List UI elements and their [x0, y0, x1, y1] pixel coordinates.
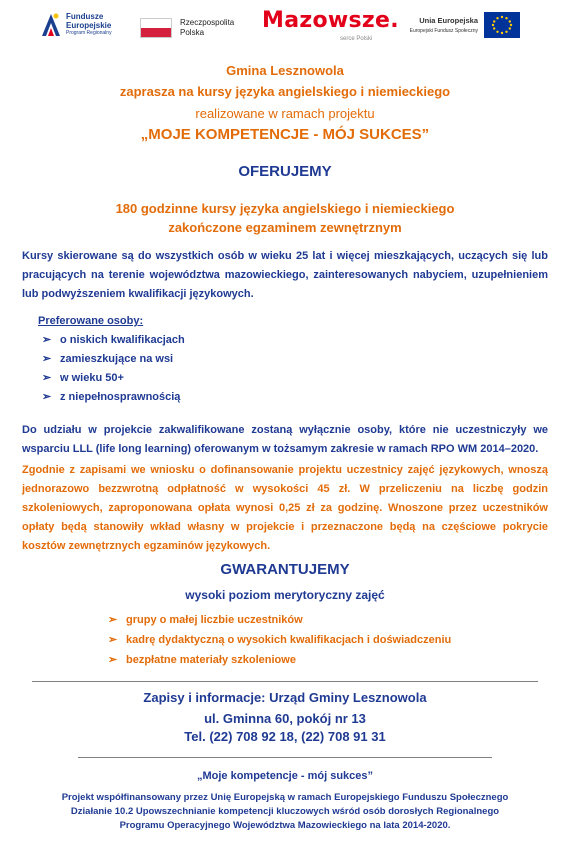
ue-line2: Europejski Fundusz Społeczny	[409, 28, 478, 34]
guarantee-heading: GWARANTUJEMY	[220, 561, 350, 578]
eligibility-paragraph: Kursy skierowane są do wszystkich osób w wieku 25 lat i więcej mieszkających, uczących się lub pracujących na terenie województwa mazowieckiego, zainteresowanych nabyciem, uzupełnieniem lub podwyższeniem kwalifikacji językowych.	[22, 250, 548, 300]
list-item: ➢ bezpłatne materiały szkoleniowe	[108, 650, 451, 670]
footer-line2: Działanie 10.2 Upowszechnianie kompetencji kluczowych wśród osób dorosłych Regionalnego	[70, 806, 500, 817]
list-item: ➢ grupy o małej liczbie uczestników	[108, 610, 451, 630]
offer-line1: 180 godzinne kursy języka angielskiego i niemieckiego	[115, 201, 455, 216]
fe-line3: Program Regionalny	[66, 30, 112, 36]
footer-title: „Moje kompetencje - mój sukces”	[196, 770, 374, 782]
fe-line1: Fundusze	[66, 12, 104, 21]
fee-paragraph: Zgodnie z zapisami we wniosku o dofinansowanie projektu uczestnicy zajęć językowych, wnoszą jednorazowo bezzwrotną odpłatność w wysokości 45 zł. W przeliczeniu na liczbę godzin szkoleniowych, zaproponowana opłata wynosi 0,25 zł za godzinę. Wnoszone przez uczestników opłaty będą stanowiły wkład własny w projekcie i przeznaczone będą na częściowe pokrycie kosztów zewnętrznych egzaminów językowych.	[22, 464, 548, 552]
footer-line1: Projekt współfinansowany przez Unię Europejską w ramach Europejskiego Funduszu Społecznego	[61, 792, 509, 803]
mazowsze-sub: serce Polski	[340, 36, 373, 42]
guarantee-sub: wysoki poziom merytoryczny zajęć	[185, 588, 385, 602]
preferred-list	[42, 331, 185, 407]
footer-line3: Programu Operacyjnego Województwa Mazowieckiego na lata 2014-2020.	[119, 820, 451, 831]
lll-paragraph: Do udziału w projekcie zakwalifikowane zostaną wyłącznie osoby, które nie uczestniczyły we wsparciu LLL (life long learning) oferowanym w tożsamym zakresie w ramach RPO WM 2014–2020.	[22, 424, 548, 455]
divider	[32, 681, 538, 682]
guarantee-list	[108, 610, 451, 670]
arrow-bullet-icon: ➢	[42, 372, 52, 384]
preferred-heading: Preferowane osoby:	[38, 315, 144, 327]
rp-line2: Polska	[180, 28, 205, 37]
fundusze-europejskie-logo	[40, 10, 130, 42]
invite-text: zaprasza na kursy języka angielskiego i niemieckiego	[119, 84, 451, 99]
eu-flag-icon	[484, 12, 520, 38]
list-item: ➢ w wieku 50+	[42, 369, 185, 388]
project-name: „MOJE KOMPETENCJE - MÓJ SUKCES”	[140, 126, 430, 143]
list-item: ➢ kadrę dydaktyczną o wysokich kwalifikacjach i doświadczeniu	[108, 630, 451, 650]
mazowsze-name: Mazowsze.	[262, 8, 399, 33]
rp-line1: Rzeczpospolita	[180, 18, 235, 27]
offer-heading: OFERUJEMY	[238, 163, 332, 180]
offer-line2: zakończone egzaminem zewnętrznym	[168, 220, 402, 235]
fe-line2: Europejskie	[66, 21, 112, 30]
arrow-bullet-icon: ➢	[108, 614, 118, 626]
arrow-bullet-icon: ➢	[108, 654, 118, 666]
arrow-bullet-icon: ➢	[108, 634, 118, 646]
mazowsze-logo	[262, 8, 399, 46]
contact-phone: Tel. (22) 708 92 18, (22) 708 91 31	[184, 729, 386, 744]
rzeczpospolita-polska-logo	[140, 12, 235, 42]
fe-logo-icon	[40, 10, 62, 38]
contact-line2: ul. Gminna 60, pokój nr 13	[204, 711, 366, 726]
arrow-bullet-icon: ➢	[42, 353, 52, 365]
list-item: ➢ zamieszkujące na wsi	[42, 350, 185, 369]
contact-line1: Zapisy i informacje: Urząd Gminy Lesznowola	[143, 690, 427, 705]
org-name: Gmina Lesznowola	[226, 63, 344, 78]
divider	[78, 757, 492, 758]
list-item: ➢ o niskich kwalifikacjach	[42, 331, 185, 350]
arrow-bullet-icon: ➢	[42, 334, 52, 346]
unia-europejska-logo	[400, 10, 525, 42]
arrow-bullet-icon: ➢	[42, 391, 52, 403]
project-intro: realizowane w ramach projektu	[195, 106, 375, 121]
list-item: ➢ z niepełnosprawnością	[42, 388, 185, 407]
polish-flag-icon	[140, 18, 172, 38]
ue-line1: Unia Europejska	[419, 16, 478, 25]
